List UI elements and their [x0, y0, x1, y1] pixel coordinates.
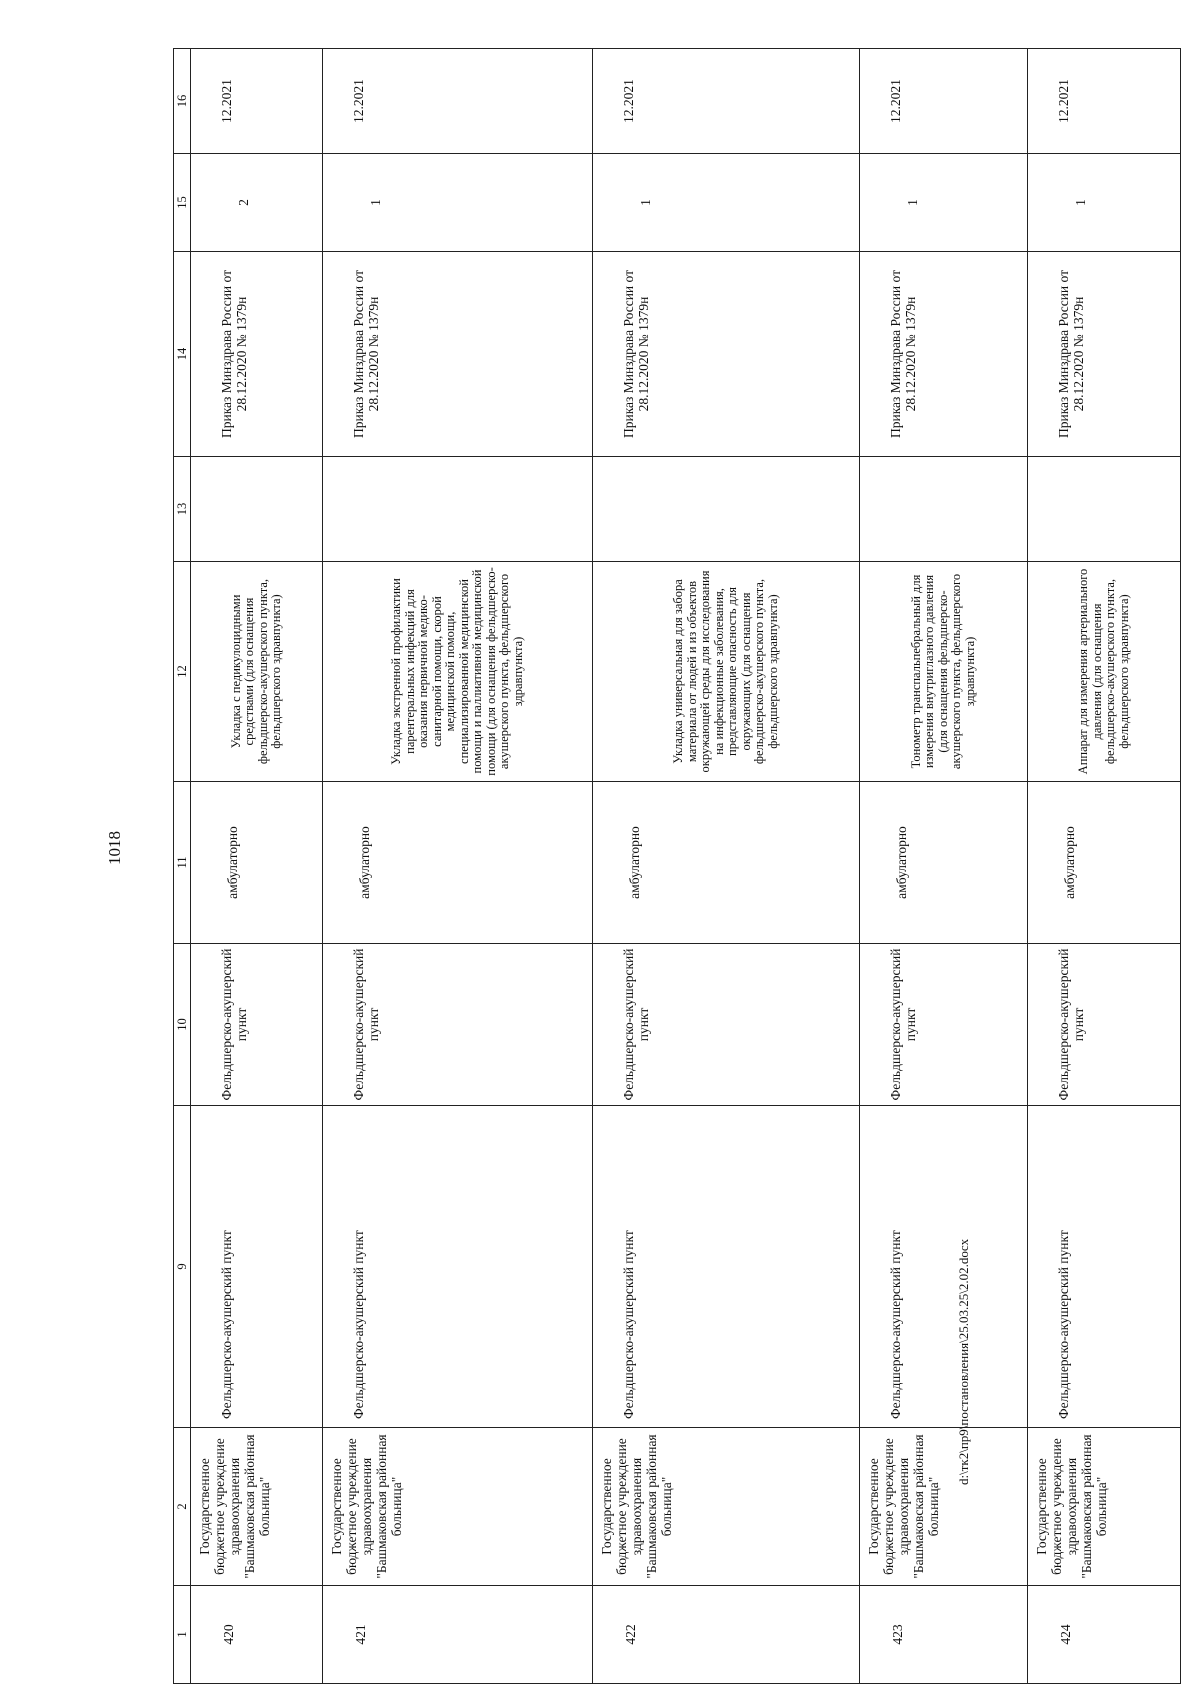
table-row	[323, 49, 593, 1684]
equipment-table	[173, 48, 1181, 1684]
column-number: 11	[174, 782, 191, 944]
empty-cell	[593, 457, 860, 562]
row-number: 423	[860, 1586, 1028, 1684]
column-number: 9	[174, 1106, 191, 1428]
quantity-cell: 1	[860, 154, 1028, 252]
empty-cell	[191, 457, 323, 562]
table-row	[593, 49, 860, 1684]
file-path-footer: d:\тк2\пр9\постановления\25.03.25\2.02.docx	[956, 1238, 971, 1485]
column-number: 13	[174, 457, 191, 562]
unit-cell: Фельдшерско-акушерский пункт	[191, 1106, 323, 1428]
row-number: 424	[1028, 1586, 1181, 1684]
quantity-cell: 1	[593, 154, 860, 252]
empty-cell	[1028, 457, 1181, 562]
column-number: 10	[174, 944, 191, 1106]
conditions-cell: амбулаторно	[1028, 782, 1181, 944]
column-number: 14	[174, 252, 191, 457]
institution-cell: Государственное бюджетное учреждение здравоохранения "Башмаковская районная больница"	[323, 1428, 593, 1586]
equipment-cell: Укладка экстренной профилактики парентеральных инфекций для оказания первичной медико-санитарной помощи, скорой медицинской помощи, специализированной медицинской помощи и паллиативной медицинской помощи (для оснащения фельдшерско-акушерского пункта, фельдшерского здравпункта)	[323, 562, 593, 782]
empty-cell	[323, 457, 593, 562]
institution-cell: Государственное бюджетное учреждение здравоохранения "Башмаковская районная больница"	[860, 1428, 1028, 1586]
date-cell: 12.2021	[191, 49, 323, 154]
unit-type-cell: Фельдшерско-акушерский пункт	[593, 944, 860, 1106]
institution-cell: Государственное бюджетное учреждение здравоохранения "Башмаковская районная больница"	[593, 1428, 860, 1586]
quantity-cell: 1	[323, 154, 593, 252]
table-row	[1028, 49, 1181, 1684]
order-cell: Приказ Минздрава России от 28.12.2020 № 1379н	[323, 252, 593, 457]
column-number: 16	[174, 49, 191, 154]
unit-type-cell: Фельдшерско-акушерский пункт	[860, 944, 1028, 1106]
row-number: 421	[323, 1586, 593, 1684]
page-number: 1018	[105, 831, 124, 865]
unit-cell: Фельдшерско-акушерский пункт	[860, 1106, 1028, 1428]
order-cell: Приказ Минздрава России от 28.12.2020 № 1379н	[593, 252, 860, 457]
column-number-row	[174, 49, 191, 1684]
unit-type-cell: Фельдшерско-акушерский пункт	[323, 944, 593, 1106]
unit-type-cell: Фельдшерско-акушерский пункт	[1028, 944, 1181, 1106]
date-cell: 12.2021	[593, 49, 860, 154]
quantity-cell: 1	[1028, 154, 1181, 252]
table-row	[191, 49, 323, 1684]
equipment-table-wrapper	[173, 49, 1131, 1684]
date-cell: 12.2021	[1028, 49, 1181, 154]
institution-cell: Государственное бюджетное учреждение здравоохранения "Башмаковская районная больница"	[1028, 1428, 1181, 1586]
column-number: 1	[174, 1586, 191, 1684]
conditions-cell: амбулаторно	[323, 782, 593, 944]
empty-cell	[860, 457, 1028, 562]
order-cell: Приказ Минздрава России от 28.12.2020 № 1379н	[1028, 252, 1181, 457]
row-number: 422	[593, 1586, 860, 1684]
unit-cell: Фельдшерско-акушерский пункт	[323, 1106, 593, 1428]
conditions-cell: амбулаторно	[593, 782, 860, 944]
unit-cell: Фельдшерско-акушерский пункт	[593, 1106, 860, 1428]
order-cell: Приказ Минздрава России от 28.12.2020 № 1379н	[860, 252, 1028, 457]
equipment-cell: Тонометр транспальпебральный для измерения внутриглазного давления (для оснащения фельдшерско-акушерского пункта, фельдшерского здравпункта)	[860, 562, 1028, 782]
conditions-cell: амбулаторно	[860, 782, 1028, 944]
quantity-cell: 2	[191, 154, 323, 252]
date-cell: 12.2021	[860, 49, 1028, 154]
column-number: 12	[174, 562, 191, 782]
date-cell: 12.2021	[323, 49, 593, 154]
equipment-cell: Аппарат для измерения артериального давления (для оснащения фельдшерско-акушерского пункта, фельдшерского здравпункта)	[1028, 562, 1181, 782]
unit-type-cell: Фельдшерско-акушерский пункт	[191, 944, 323, 1106]
row-number: 420	[191, 1586, 323, 1684]
table-row	[860, 49, 1028, 1684]
conditions-cell: амбулаторно	[191, 782, 323, 944]
equipment-cell: Укладка универсальная для забора материала от людей и из объектов окружающей среды для исследования на инфекционные заболевания, представляющие опасность для окружающих (для оснащения фельдшерско-акушерского пункта, фельдшерского здравпункта)	[593, 562, 860, 782]
column-number: 2	[174, 1428, 191, 1586]
equipment-cell: Укладка с педикулоцидными средствами (для оснащения фельдшерско-акушерского пункта, фельдшерского здравпункта)	[191, 562, 323, 782]
unit-cell: Фельдшерско-акушерский пункт	[1028, 1106, 1181, 1428]
order-cell: Приказ Минздрава России от 28.12.2020 № 1379н	[191, 252, 323, 457]
column-number: 15	[174, 154, 191, 252]
institution-cell: Государственное бюджетное учреждение здравоохранения "Башмаковская районная больница"	[191, 1428, 323, 1586]
